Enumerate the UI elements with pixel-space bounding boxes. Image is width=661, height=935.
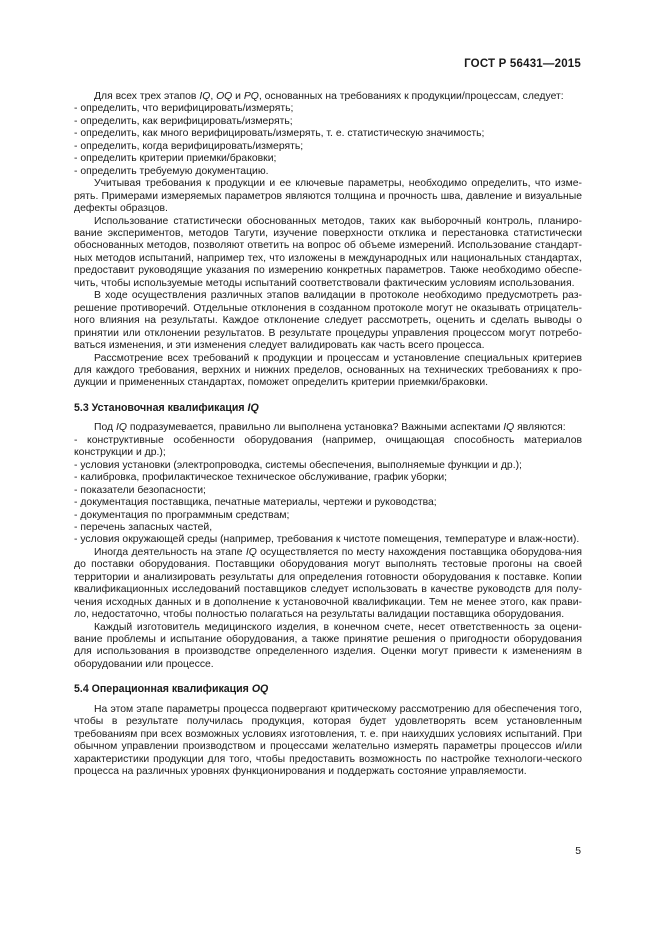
list-item: - калибровка, профилактическое техническое обслуживание, график уборки; — [74, 472, 448, 484]
list-item: - определить, как верифицировать/измерять; — [74, 115, 293, 127]
body-paragraph: На этом этапе параметры процесса подвергают критическому рассмотрению для обеспечения того, чтобы в результате получилась продукция, которая будет удовлетворять всем установленным требованиям при всех возможных условиях изготовления, т. е. при наихудших условиях испытаний. При обычном управлении производством и процессами желательно измерять параметры процессов и/или характеристики продукции для того, чтобы предоставить возможность по настройке технологи-ческого процесса на различных уровнях функционирования и поддержать состояние управляемости. — [74, 703, 582, 778]
section-abbr: OQ — [251, 683, 269, 696]
list-item: - документация поставщика, печатные материалы, чертежи и руководства; — [74, 497, 437, 509]
intro-text-pre: Для всех трех этапов — [94, 91, 200, 102]
page-number: 5 — [575, 846, 581, 857]
list-item: - определить, что верифицировать/измерять; — [74, 103, 294, 115]
intro-paragraph — [74, 91, 582, 103]
body-paragraph: Рассмотрение всех требований к продукции и процессам и установление специальных критериев для каждого требования, верхних и нижних пределов, основанных на технических требованиях к про-дукции и примененных стандартах, поможет определить критерии приемки/браковки. — [74, 352, 582, 389]
s53-p1-post: осуществляется по месту нахождения поставщика оборудова-ния до поставки оборудования. Поставщики оборудования могут выполнять тестовые прогоны на своей территории и анализировать результаты для определения готовности оборудования к поставке. Копии квалификационных исследований поставщиков следует использовать в качестве руководств для полу-чения исходных данных и в дополнение к установочной квалификации. Тем не менее этого, как прави-ло, недостаточно, чтобы полностью полагаться на результаты валидации поставщика оборудования. — [74, 546, 582, 621]
list-item: - условия окружающей среды (например, требования к чистоте помещения, температуре и влаж-ности). — [74, 534, 580, 546]
section-title: 5.3 Установочная квалификация — [74, 401, 248, 414]
list-item: - определить, как много верифицировать/измерять, т. е. статистическую значимость; — [74, 128, 485, 140]
list-item: - определить, когда верифицировать/измерять; — [74, 140, 304, 152]
s53-intro-pre: Под — [94, 422, 116, 434]
list-item: - определить критерии приемки/браковки; — [74, 153, 277, 165]
s53-p1-pre: Иногда деятельность на этапе — [94, 546, 246, 558]
intro-pq: PQ — [243, 91, 259, 102]
s53-intro-iq2: IQ — [503, 422, 515, 434]
intro-text-post: , основанных на требованиях к продукции/процессам, следует: — [258, 91, 564, 102]
s53-p1-iq: IQ — [245, 546, 257, 558]
body-paragraph: Учитывая требования к продукции и ее ключевые параметры, необходимо определить, что изме-рять. Примерами измеряемых параметров являются толщина и прочность шва, давление и визуальные дефекты образцов. — [74, 178, 582, 215]
list-item: - определить требуемую документацию. — [74, 165, 269, 177]
section-heading-5-3 — [74, 402, 582, 414]
list-item: - конструктивные особенности оборудования (например, очищающая способность материалов конструкции и др.); — [74, 434, 582, 459]
intro-sep1: , — [210, 91, 217, 102]
intro-sep2: и — [232, 91, 244, 102]
list-item: - условия установки (электропроводка, системы обеспечения, выполняемые функции и др.); — [74, 459, 522, 471]
section-title: 5.4 Операционная квалификация — [74, 683, 252, 696]
list-item: - показатели безопасности; — [74, 484, 206, 496]
intro-oq: OQ — [216, 91, 233, 102]
s53-intro-post: являются: — [514, 422, 566, 434]
section-intro-paragraph — [74, 422, 582, 434]
document-body — [74, 91, 582, 779]
body-paragraph: Каждый изготовитель медицинского изделия, в конечном счете, несет ответственность за оцени-вание проблемы и испытание оборудования, а также принятие решения о пригодности оборудования для использования в производстве определенного изделия. Оценки могут привести к изменениям в оборудовании или процессе. — [74, 621, 582, 670]
list-item: - документация по программным средствам; — [74, 509, 290, 521]
s53-intro-iq1: IQ — [115, 422, 127, 434]
list-item: - перечень запасных частей, — [74, 521, 213, 533]
body-paragraph: Использование статистически обоснованных методов, таких как выборочный контроль, планиро-вание экспериментов, методов Тагути, изучение поверхности отклика и перестановка статистически обоснованных методов, позволяют ответить на вопрос об объеме измерений. Использование стандарт-ных методов испытаний, например тех, что изложены в международных или национальных стандартах, предоставит руководящие указания по измерению конкретных параметров. Также необходимо обеспе-чить, чтобы используемые методы испытаний соответствовали фактическим условиям использования. — [74, 215, 582, 289]
section-abbr: IQ — [247, 401, 259, 414]
body-paragraph: В ходе осуществления различных этапов валидации в протоколе необходимо предусмотреть раз-решение противоречий. Отдельные отклонения в созданном протоколе могут не оказывать отрицатель-ного влияния на результаты. Каждое отклонение следует рассмотреть, оценить и сделать выводы о принятии или отклонении результатов. В результате процедуры управления процессом могут потребо-ваться изменения, и эти изменения следует валидировать как часть всего процесса. — [74, 290, 582, 352]
document-code-header: ГОСТ Р 56431—2015 — [464, 58, 581, 70]
intro-iq: IQ — [199, 91, 211, 102]
s53-intro-mid: подразумевается, правильно ли выполнена установка? Важными аспектами — [126, 422, 504, 434]
section-heading-5-4 — [74, 683, 582, 695]
body-paragraph — [74, 547, 582, 622]
